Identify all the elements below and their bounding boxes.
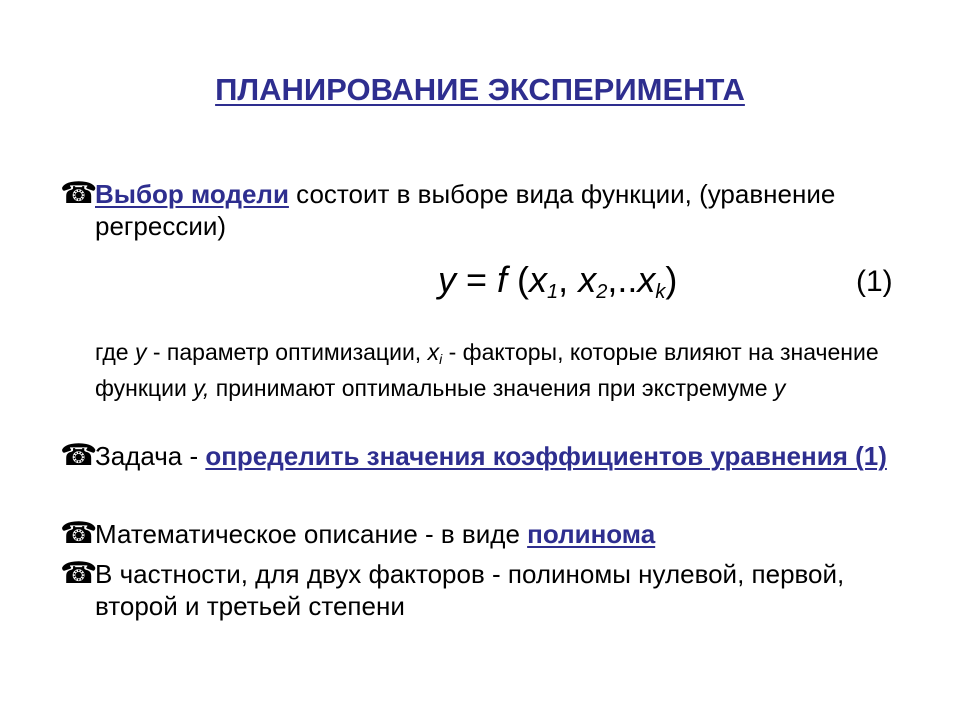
formula-explanation	[95, 338, 905, 403]
model-choice-description: состоит в выборе вида функции, (уравнение регрессии)	[95, 179, 836, 241]
telephone-icon: ☎	[60, 176, 98, 211]
formula-x1: x	[529, 259, 548, 300]
formula-sub1: 1	[547, 281, 559, 303]
where-part1: где	[95, 339, 135, 365]
telephone-icon: ☎	[60, 516, 98, 551]
telephone-icon: ☎	[60, 556, 98, 591]
model-choice-link[interactable]: Выбор модели	[95, 179, 289, 209]
bullet-model-choice	[60, 178, 910, 242]
where-part3: - факторы, которые влияют на значение функции	[95, 339, 879, 401]
where-xi: x	[427, 339, 440, 365]
formula-sep2: ,..	[607, 259, 638, 300]
bullet-two-factors-text: В частности, для двух факторов - полиномы нулевой, первой, второй и третьей степени	[95, 559, 845, 621]
bullet-task	[60, 440, 910, 472]
bullet-task-text	[95, 440, 910, 472]
formula-x2: x	[578, 259, 597, 300]
where-y3: y	[773, 375, 786, 401]
coefficients-link[interactable]: определить значения коэффициентов уравнения (1)	[205, 441, 887, 471]
math-description-label: Математическое описание - в виде	[95, 519, 528, 549]
bullet-math-description-text	[95, 518, 910, 550]
where-part2: - параметр оптимизации,	[146, 339, 428, 365]
formula-number: (1)	[856, 265, 893, 298]
bullet-math-description	[60, 518, 910, 550]
where-part4: принимают оптимальные значения при экстремуме	[209, 375, 774, 401]
where-sub-i: i	[439, 351, 443, 367]
formula-equals: =	[456, 259, 498, 300]
bullet-model-choice-text	[95, 178, 910, 242]
slide-title: ПЛАНИРОВАНИЕ ЭКСПЕРИМЕНТА	[215, 72, 745, 107]
bullet-two-factors	[60, 558, 910, 622]
where-y2: y,	[193, 375, 210, 401]
formula-sep1: ,	[558, 259, 579, 300]
polynomial-link[interactable]: полинома	[527, 519, 656, 549]
formula-xk: x	[637, 259, 656, 300]
telephone-icon: ☎	[60, 438, 98, 473]
formula-f: f	[497, 259, 508, 300]
formula-sub2: 2	[596, 281, 608, 303]
formula-close-paren: )	[665, 259, 678, 300]
formula-y: y	[438, 259, 456, 300]
where-y1: y	[134, 339, 147, 365]
task-label: Задача -	[95, 441, 206, 471]
formula-open-paren: (	[507, 259, 530, 300]
regression-formula	[438, 258, 677, 314]
formula-subk: k	[655, 281, 666, 303]
